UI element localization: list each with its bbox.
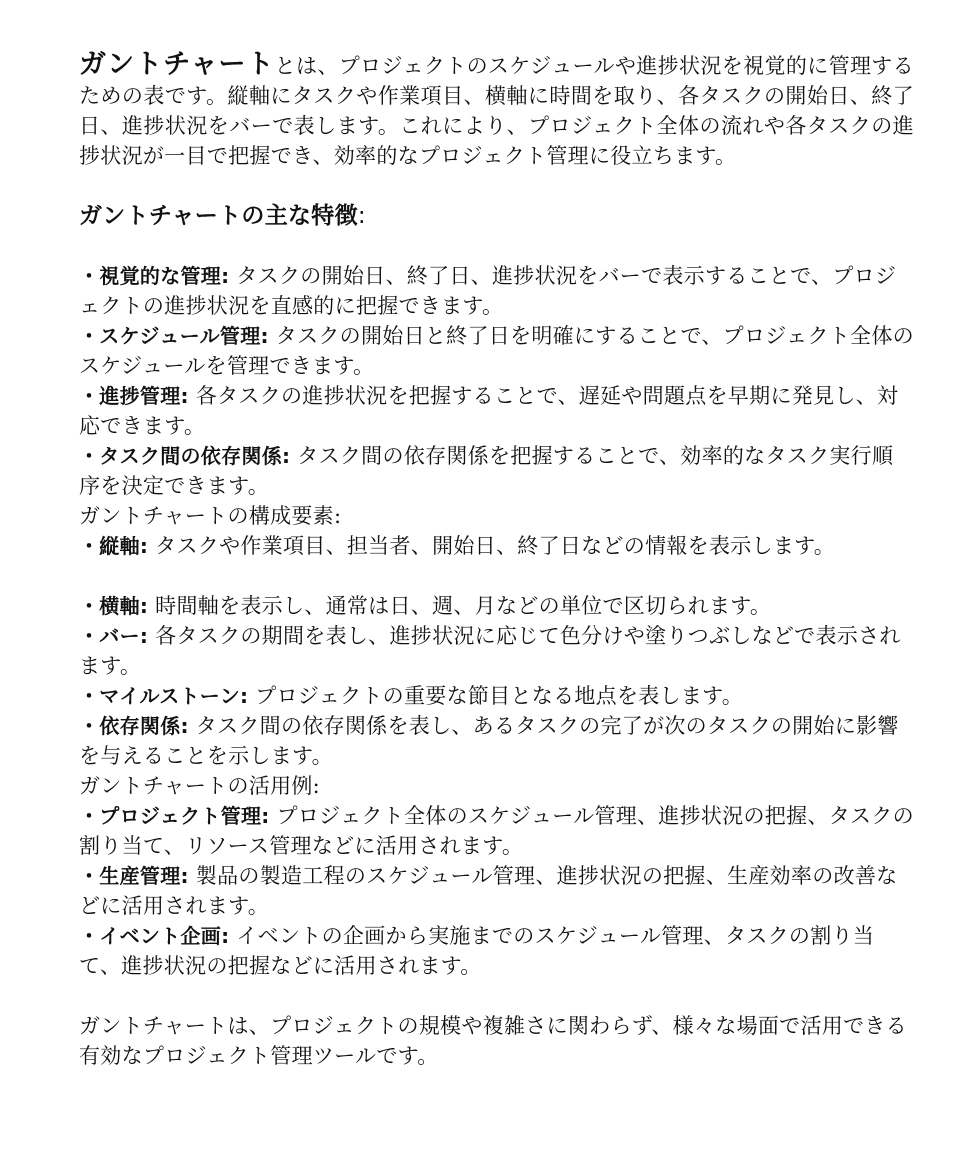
use-label: ・イベント企画: bbox=[79, 924, 230, 948]
features-heading-colon: : bbox=[357, 203, 366, 229]
feature-item bbox=[79, 381, 914, 441]
use-item bbox=[79, 861, 914, 921]
component-item bbox=[79, 681, 914, 711]
uses-heading: ガントチャートの活用例: bbox=[79, 774, 321, 798]
conclusion-paragraph: ガントチャートは、プロジェクトの規模や複雑さに関わらず、様々な場面で活用できる有効なプロジェクト管理ツールです。 bbox=[79, 1014, 907, 1068]
components-heading: ガントチャートの構成要素: bbox=[79, 504, 342, 528]
spacer bbox=[79, 231, 914, 261]
component-text: 時間軸を表示し、通常は日、週、月などの単位で区切られます。 bbox=[148, 594, 772, 618]
feature-text: 各タスクの進捗状況を把握することで、遅延や問題点を早期に発見し、対応できます。 bbox=[79, 384, 899, 438]
component-text: プロジェクトの重要な節目となる地点を表します。 bbox=[248, 684, 744, 708]
component-label: ・マイルストーン: bbox=[79, 684, 249, 708]
feature-text: タスクの開始日、終了日、進捗状況をバーで表示することで、プロジェクトの進捗状況を直感的に把握できます。 bbox=[79, 264, 897, 318]
feature-label: ・進捗管理: bbox=[79, 384, 189, 408]
feature-item bbox=[79, 261, 914, 321]
component-item bbox=[79, 711, 914, 771]
use-item bbox=[79, 921, 914, 981]
component-text: タスク間の依存関係を表し、あるタスクの完了が次のタスクの開始に影響を与えることを示します。 bbox=[79, 714, 899, 768]
component-text: 各タスクの期間を表し、進捗状況に応じて色分けや塗りつぶしなどで表示されます。 bbox=[79, 624, 901, 678]
feature-label: ・タスク間の依存関係: bbox=[79, 444, 291, 468]
uses-list bbox=[79, 801, 914, 981]
component-item bbox=[79, 531, 914, 561]
components-list bbox=[79, 531, 914, 771]
component-label: ・依存関係: bbox=[79, 714, 189, 738]
feature-text: タスクの開始日と終了日を明確にすることで、プロジェクト全体のスケジュールを管理できます。 bbox=[79, 324, 914, 378]
feature-text: タスク間の依存関係を把握することで、効率的なタスク実行順序を決定できます。 bbox=[79, 444, 894, 498]
feature-item bbox=[79, 321, 914, 381]
feature-label: ・スケジュール管理: bbox=[79, 324, 269, 348]
feature-item bbox=[79, 441, 914, 501]
use-text: プロジェクト全体のスケジュール管理、進捗状況の把握、タスクの割り当て、リソース管理などに活用されます。 bbox=[79, 804, 914, 858]
intro-term: ガントチャート bbox=[79, 49, 275, 80]
component-label: ・横軸: bbox=[79, 594, 149, 618]
feature-label: ・視覚的な管理: bbox=[79, 264, 230, 288]
component-item bbox=[79, 621, 914, 681]
use-text: 製品の製造工程のスケジュール管理、進捗状況の把握、生産効率の改善などに活用されます。 bbox=[79, 864, 898, 918]
spacer bbox=[79, 981, 914, 1011]
use-label: ・生産管理: bbox=[79, 864, 189, 888]
component-text: タスクや作業項目、担当者、開始日、終了日などの情報を表示します。 bbox=[148, 534, 836, 558]
intro-paragraph bbox=[79, 50, 914, 171]
spacer bbox=[79, 561, 914, 591]
document-page bbox=[79, 50, 914, 1071]
component-item bbox=[79, 591, 914, 621]
intro-text: とは、プロジェクトのスケジュールや進捗状況を視覚的に管理するための表です。縦軸にタスクや作業項目、横軸に時間を取り、各タスクの開始日、終了日、進捗状況をバーで表します。これにより、プロジェクト全体の流れや各タスクの進捗状況が一目で把握でき、効率的なプロジェクト管理に役立ちます。 bbox=[79, 54, 914, 168]
component-label: ・バー: bbox=[79, 624, 149, 648]
use-item bbox=[79, 801, 914, 861]
use-text: イベントの企画から実施までのスケジュール管理、タスクの割り当て、進捗状況の把握などに活用されます。 bbox=[79, 924, 875, 978]
features-heading: ガントチャートの主な特徴: bbox=[79, 203, 366, 229]
use-label: ・プロジェクト管理: bbox=[79, 804, 270, 828]
component-label: ・縦軸: bbox=[79, 534, 149, 558]
features-list bbox=[79, 261, 914, 501]
